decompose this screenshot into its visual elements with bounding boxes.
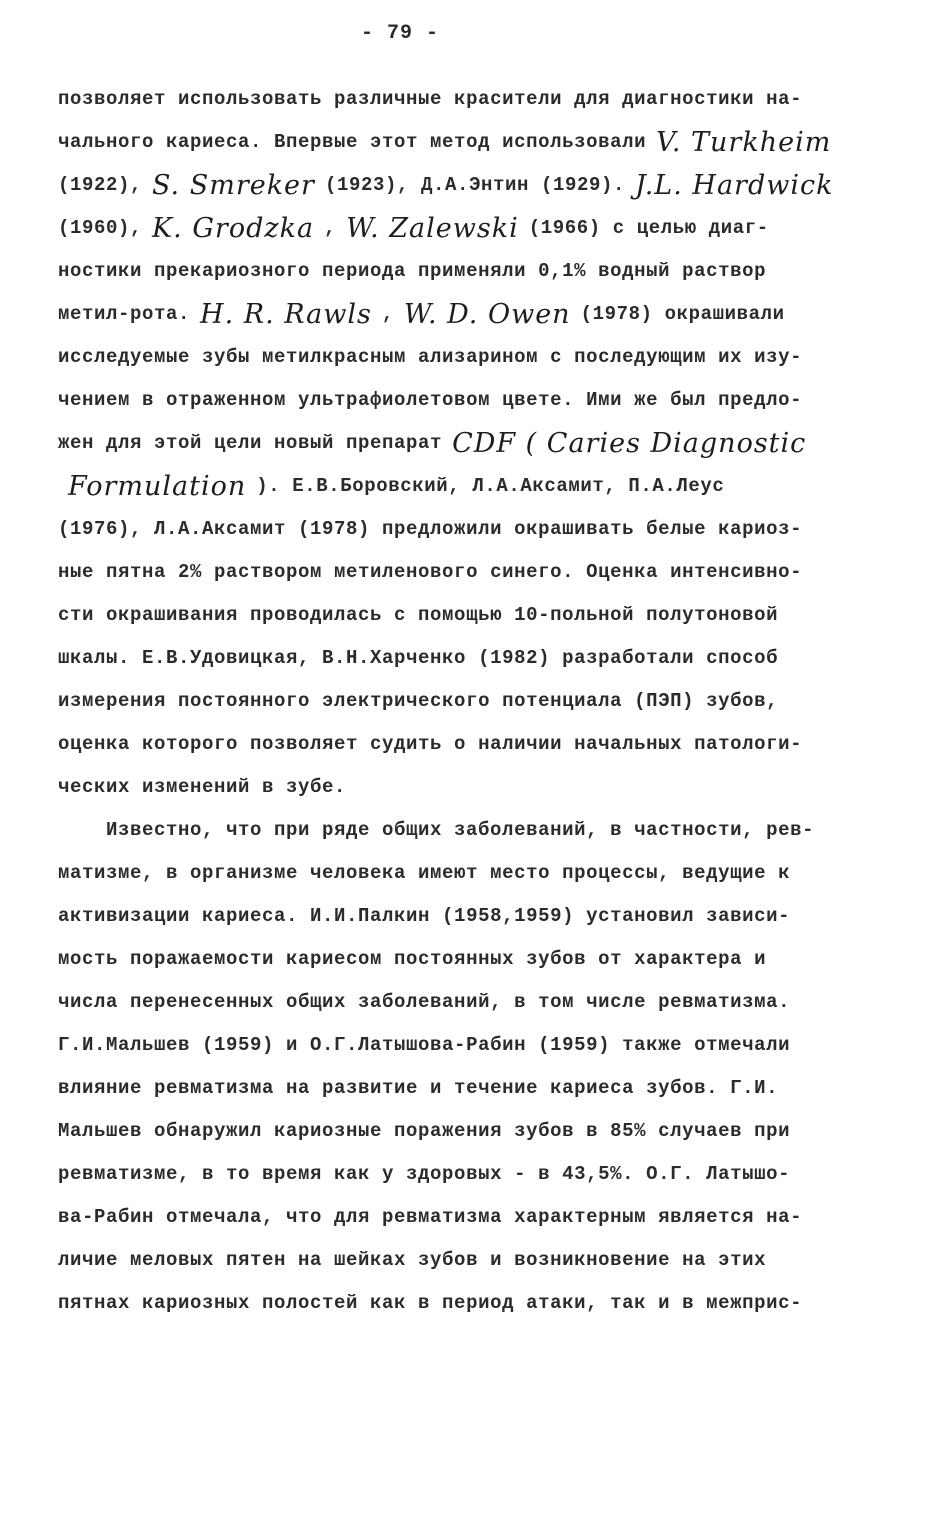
text-segment: Известно, что при ряде общих заболеваний, в частности, рев- xyxy=(106,819,815,841)
handwritten-name: W. D. Owen xyxy=(403,299,571,330)
text-segment: жен для этой цели новый препарат xyxy=(58,432,443,454)
text-segment: (1978) окрашивали xyxy=(580,303,785,325)
text-segment: (1922), xyxy=(58,174,143,196)
text-line xyxy=(58,465,870,508)
text-segment: мость поражаемости кариесом постоянных зубов от характера и xyxy=(58,948,767,970)
text-segment: Мальшев обнаружил кариозные поражения зубов в 85% случаев при xyxy=(58,1120,791,1142)
text-line xyxy=(58,594,870,637)
handwritten-name: S. Smreker xyxy=(152,170,315,201)
text-line xyxy=(58,938,870,981)
text-segment: измерения постоянного электрического потенциала (ПЭП) зубов, xyxy=(58,690,779,712)
handwritten-name: J.L. Hardwick xyxy=(635,170,834,201)
text-segment: ва-Рабин отмечала, что для ревматизма характерным является на- xyxy=(58,1206,803,1228)
text-segment: ностики прекариозного периода применяли 0,1% водный раствор xyxy=(58,260,767,282)
text-line xyxy=(58,78,870,121)
text-segment: пятнах кариозных полостей как в период атаки, так и в межприс- xyxy=(58,1292,803,1314)
text-line xyxy=(58,1239,870,1282)
text-line xyxy=(58,1024,870,1067)
text-line xyxy=(58,723,870,766)
text-line xyxy=(58,852,870,895)
text-segment: чального кариеса. Впервые этот метод использовали xyxy=(58,131,647,153)
handwritten-name: Formulation xyxy=(68,471,247,502)
text-segment: активизации кариеса. И.И.Палкин (1958,1959) установил зависи- xyxy=(58,905,791,927)
text-line xyxy=(58,207,870,250)
text-line xyxy=(58,551,870,594)
text-segment: метил-рота. xyxy=(58,303,191,325)
text-segment: оценка которого позволяет судить о наличии начальных патологи- xyxy=(58,733,803,755)
text-line xyxy=(58,164,870,207)
text-line xyxy=(58,637,870,680)
text-line xyxy=(58,379,870,422)
text-segment: сти окрашивания проводилась с помощью 10-польной полутоновой xyxy=(58,604,779,626)
handwritten-name: H. R. Rawls xyxy=(200,299,372,330)
text-line xyxy=(58,766,870,809)
text-segment: ревматизме, в то время как у здоровых - в 43,5%. О.Г. Латышо- xyxy=(58,1163,791,1185)
text-line xyxy=(58,121,870,164)
text-segment: ные пятна 2% раствором метиленового синего. Оценка интенсивно- xyxy=(58,561,803,583)
text-segment: шкалы. Е.В.Удовицкая, В.Н.Харченко (1982) разработали способ xyxy=(58,647,779,669)
text-line xyxy=(58,1110,870,1153)
text-line xyxy=(58,293,870,336)
text-line xyxy=(58,1196,870,1239)
text-line xyxy=(58,809,870,852)
text-segment: влияние ревматизма на развитие и течение кариеса зубов. Г.И. xyxy=(58,1077,779,1099)
text-segment: матизме, в организме человека имеют место процессы, ведущие к xyxy=(58,862,791,884)
text-line xyxy=(58,895,870,938)
text-line xyxy=(58,422,870,465)
text-segment: , xyxy=(381,303,394,325)
text-segment: личие меловых пятен на шейках зубов и возникновение на этих xyxy=(58,1249,767,1271)
text-line xyxy=(58,680,870,723)
text-segment: позволяет использовать различные красители для диагностики на- xyxy=(58,88,803,110)
text-segment: ческих изменений в зубе. xyxy=(58,776,347,798)
text-segment: исследуемые зубы метилкрасным ализарином с последующим их изу- xyxy=(58,346,803,368)
text-segment: чением в отраженном ультрафиолетовом цвете. Ими же был предло- xyxy=(58,389,803,411)
text-line xyxy=(58,1067,870,1110)
text-segment: , xyxy=(324,217,337,239)
text-line xyxy=(58,336,870,379)
page-number: - 79 - xyxy=(360,22,439,45)
text-segment: ). Е.В.Боровский, Л.А.Аксамит, П.А.Леус xyxy=(256,475,725,497)
body-text xyxy=(58,78,870,1325)
text-segment: (1966) с целью диаг- xyxy=(528,217,769,239)
text-line xyxy=(58,981,870,1024)
handwritten-name: V. Turkheim xyxy=(656,127,832,158)
handwritten-name: K. Grodzka xyxy=(152,213,315,244)
text-segment: Г.И.Мальшев (1959) и О.Г.Латышова-Рабин (1959) также отмечали xyxy=(58,1034,791,1056)
text-segment: (1923), Д.А.Энтин (1929). xyxy=(324,174,625,196)
text-line xyxy=(58,508,870,551)
text-segment: (1960), xyxy=(58,217,143,239)
text-segment: (1976), Л.А.Аксамит (1978) предложили окрашивать белые кариоз- xyxy=(58,518,803,540)
text-line xyxy=(58,250,870,293)
text-line xyxy=(58,1153,870,1196)
text-segment: числа перенесенных общих заболеваний, в том числе ревматизма. xyxy=(58,991,791,1013)
handwritten-name: CDF ( Caries Diagnostic xyxy=(452,428,807,459)
handwritten-name: W. Zalewski xyxy=(346,213,519,244)
text-line xyxy=(58,1282,870,1325)
